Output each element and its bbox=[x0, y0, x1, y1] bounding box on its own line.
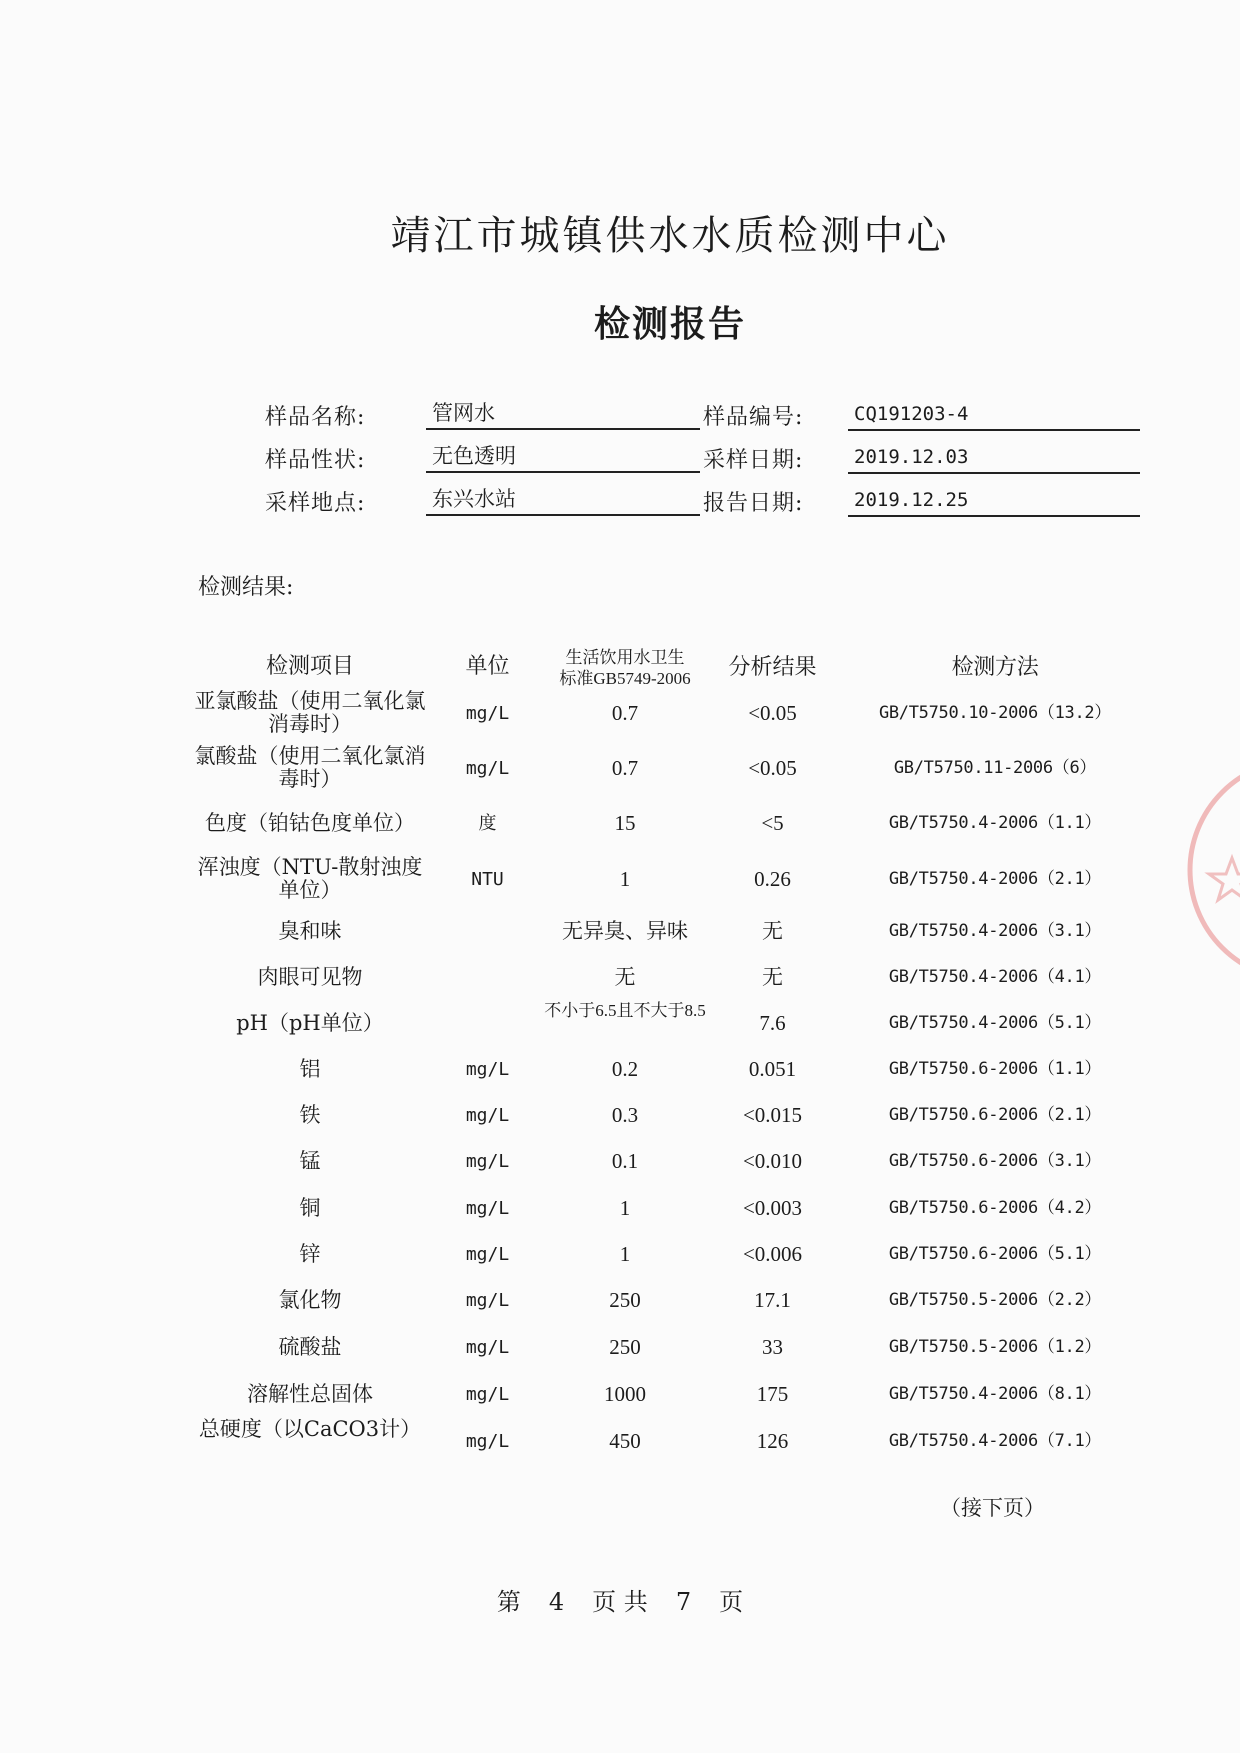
table-row bbox=[0, 1001, 1240, 1056]
cell-method: GB/T5750.6-2006（3.1） bbox=[888, 1151, 1102, 1171]
cell-standard: 无异臭、异味 bbox=[562, 919, 688, 943]
cell-result: 126 bbox=[756, 1429, 789, 1453]
cell-standard: 15 bbox=[614, 811, 636, 835]
cell-standard: 1 bbox=[619, 867, 631, 891]
table-row bbox=[0, 1287, 1240, 1333]
cell-standard: 无 bbox=[614, 965, 636, 989]
sample-state-value: 无色透明 bbox=[426, 441, 700, 473]
table-row bbox=[0, 1148, 1240, 1194]
cell-result: <0.015 bbox=[742, 1103, 803, 1127]
header-standard-line2: 标准GB5749-2006 bbox=[559, 669, 691, 688]
cell-item: pH（pH单位） bbox=[236, 1011, 384, 1035]
header-standard-line1: 生活饮用水卫生 bbox=[565, 648, 685, 667]
organization-name: 靖江市城镇供水水质检测中心 bbox=[390, 213, 950, 259]
header-unit: 单位 bbox=[465, 654, 510, 679]
cell-result: 无 bbox=[762, 919, 783, 943]
sample-no-value: CQ191203-4 bbox=[848, 399, 1140, 431]
cell-method: GB/T5750.6-2006（2.1） bbox=[888, 1105, 1102, 1125]
cell-unit: mg/L bbox=[465, 1384, 510, 1405]
cell-standard: 1 bbox=[619, 1196, 631, 1220]
cell-standard: 0.2 bbox=[611, 1057, 639, 1081]
cell-method: GB/T5750.4-2006（4.1） bbox=[888, 967, 1102, 987]
sample-name-value: 管网水 bbox=[426, 398, 700, 430]
cell-result: 0.26 bbox=[754, 867, 791, 891]
cell-result: <0.006 bbox=[742, 1242, 803, 1266]
location-value: 东兴水站 bbox=[426, 484, 700, 516]
cell-item: 氯化物 bbox=[278, 1288, 342, 1312]
results-section-label: 检测结果: bbox=[198, 575, 294, 600]
cell-result: <0.05 bbox=[748, 701, 797, 725]
cell-method: GB/T5750.4-2006（5.1） bbox=[888, 1013, 1102, 1033]
cell-unit: mg/L bbox=[465, 1290, 510, 1311]
header-item: 检测项目 bbox=[265, 654, 354, 679]
cell-standard: 0.3 bbox=[611, 1103, 639, 1127]
cell-unit: 度 bbox=[478, 813, 497, 834]
table-row bbox=[0, 1195, 1240, 1241]
cell-result: 175 bbox=[756, 1382, 789, 1406]
page-current: 4 bbox=[548, 1588, 565, 1616]
sampling-date-label: 采样日期: bbox=[703, 448, 804, 473]
cell-standard: 250 bbox=[609, 1335, 641, 1359]
page-suffix: 页 bbox=[719, 1588, 744, 1616]
cell-unit: mg/L bbox=[465, 1198, 510, 1219]
cell-standard: 0.7 bbox=[611, 701, 639, 725]
seal-stamp bbox=[1180, 740, 1240, 1000]
cell-item: 锌 bbox=[299, 1242, 321, 1266]
table-row bbox=[0, 689, 1240, 746]
cell-result: 无 bbox=[762, 965, 783, 989]
sample-name-label: 样品名称: bbox=[265, 405, 366, 430]
cell-unit: mg/L bbox=[465, 1059, 510, 1080]
table-row bbox=[0, 1417, 1240, 1474]
cell-method: GB/T5750.10-2006（13.2） bbox=[878, 703, 1112, 723]
cell-item: 氯酸盐（使用二氧化氯消毒时） bbox=[194, 744, 426, 791]
cell-standard: 不小于6.5且不大于8.5 bbox=[544, 1001, 706, 1020]
cell-method: GB/T5750.4-2006（3.1） bbox=[888, 921, 1102, 941]
cell-result: <0.05 bbox=[748, 756, 797, 780]
table-row bbox=[0, 1334, 1240, 1380]
cell-standard: 450 bbox=[609, 1429, 641, 1453]
header-result: 分析结果 bbox=[728, 655, 817, 680]
cell-unit: mg/L bbox=[465, 1151, 510, 1172]
table-row bbox=[0, 810, 1240, 856]
cell-result: 33 bbox=[762, 1335, 783, 1359]
cell-method: GB/T5750.11-2006（6） bbox=[893, 758, 1097, 778]
cell-unit: mg/L bbox=[465, 758, 510, 779]
cell-result: <5 bbox=[761, 811, 784, 835]
cell-unit: mg/L bbox=[465, 1337, 510, 1358]
table-header bbox=[0, 648, 1240, 698]
cell-result: 7.6 bbox=[759, 1011, 786, 1035]
sample-state-label: 样品性状: bbox=[265, 448, 366, 473]
report-title: 检测报告 bbox=[593, 303, 746, 345]
cell-item: 溶解性总固体 bbox=[247, 1382, 373, 1406]
cell-item: 亚氯酸盐（使用二氧化氯消毒时） bbox=[194, 689, 426, 736]
table-row bbox=[0, 1381, 1240, 1427]
cell-unit: mg/L bbox=[465, 703, 510, 724]
location-label: 采样地点: bbox=[265, 491, 366, 516]
cell-item: 铜 bbox=[299, 1196, 321, 1220]
table-row bbox=[0, 918, 1240, 964]
cell-item: 铝 bbox=[299, 1057, 321, 1081]
table-row bbox=[0, 1241, 1240, 1287]
cell-method: GB/T5750.5-2006（1.2） bbox=[888, 1337, 1102, 1357]
table-row bbox=[0, 855, 1240, 912]
cell-item: 浑浊度（NTU-散射浊度单位） bbox=[197, 855, 423, 902]
cell-method: GB/T5750.4-2006（7.1） bbox=[888, 1431, 1102, 1451]
table-row bbox=[0, 1102, 1240, 1148]
cell-method: GB/T5750.4-2006（1.1） bbox=[888, 813, 1102, 833]
cell-standard: 1000 bbox=[604, 1382, 646, 1406]
cell-unit: mg/L bbox=[465, 1431, 510, 1452]
cell-method: GB/T5750.5-2006（2.2） bbox=[888, 1290, 1102, 1310]
page-mid: 页 共 bbox=[592, 1588, 648, 1616]
cell-item: 铁 bbox=[299, 1103, 321, 1127]
page-total: 7 bbox=[675, 1588, 692, 1616]
cell-method: GB/T5750.6-2006（4.2） bbox=[888, 1198, 1102, 1218]
page-prefix: 第 bbox=[496, 1588, 521, 1616]
table-row bbox=[0, 1056, 1240, 1102]
cell-item: 锰 bbox=[299, 1149, 321, 1173]
cell-result: 0.051 bbox=[748, 1057, 797, 1081]
cell-unit: NTU bbox=[471, 869, 504, 890]
header-standard bbox=[540, 647, 710, 689]
cell-standard: 1 bbox=[619, 1242, 631, 1266]
table-row bbox=[0, 744, 1240, 801]
header-method: 检测方法 bbox=[951, 655, 1039, 680]
report-date-value: 2019.12.25 bbox=[848, 485, 1140, 517]
cell-method: GB/T5750.4-2006（8.1） bbox=[888, 1384, 1102, 1404]
cell-item: 肉眼可见物 bbox=[257, 965, 363, 989]
cell-result: 17.1 bbox=[754, 1288, 791, 1312]
sample-no-label: 样品编号: bbox=[703, 405, 804, 430]
cell-item: 臭和味 bbox=[278, 919, 342, 943]
cell-method: GB/T5750.4-2006（2.1） bbox=[888, 869, 1102, 889]
cell-standard: 0.7 bbox=[611, 756, 639, 780]
continued-note: （接下页） bbox=[940, 1496, 1045, 1520]
cell-method: GB/T5750.6-2006（5.1） bbox=[888, 1244, 1102, 1264]
report-date-label: 报告日期: bbox=[703, 491, 804, 516]
cell-unit: mg/L bbox=[465, 1244, 510, 1265]
cell-method: GB/T5750.6-2006（1.1） bbox=[888, 1059, 1102, 1079]
page-indicator bbox=[0, 1582, 1240, 1617]
cell-result: <0.010 bbox=[742, 1149, 803, 1173]
sampling-date-value: 2019.12.03 bbox=[848, 442, 1140, 474]
cell-item: 硫酸盐 bbox=[278, 1335, 342, 1359]
cell-unit: mg/L bbox=[465, 1105, 510, 1126]
cell-item: 总硬度（以CaCO3计） bbox=[198, 1417, 422, 1441]
cell-result: <0.003 bbox=[742, 1196, 803, 1220]
cell-item: 色度（铂钴色度单位） bbox=[205, 811, 415, 835]
cell-standard: 0.1 bbox=[611, 1149, 639, 1173]
cell-standard: 250 bbox=[609, 1288, 641, 1312]
